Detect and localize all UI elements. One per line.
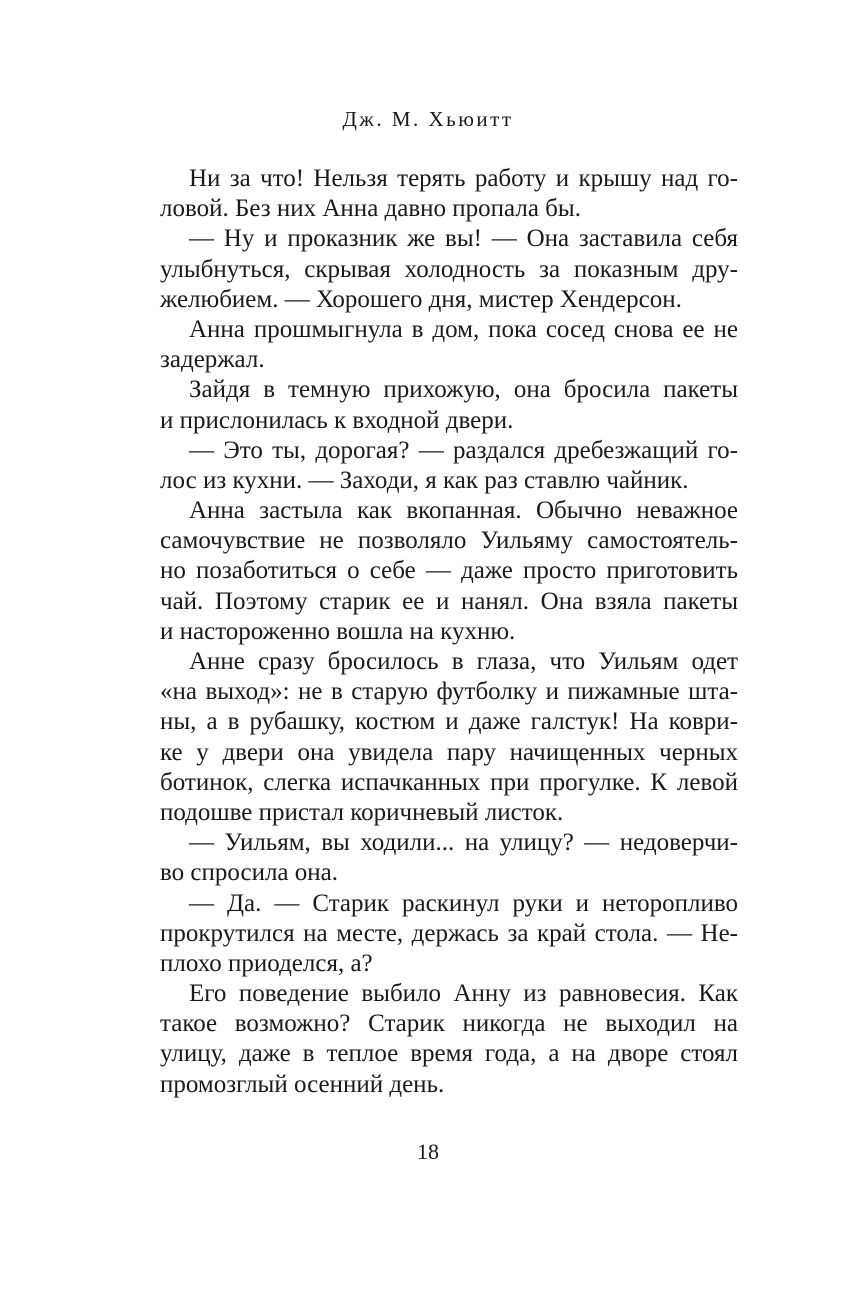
text-line: Анна прошмыгнула в дом, пока сосед снова ее не xyxy=(189,315,738,343)
text-line: Анне сразу бросилось в глаза, что Уильям одет xyxy=(189,648,738,675)
text-line: — Это ты, дорогая? — раздался дребезжащий го- xyxy=(189,436,738,464)
text-line: промозглый осенний день. xyxy=(160,1070,445,1098)
text-line: лос из кухни. — Заходи, я как раз ставлю чайник. xyxy=(160,466,689,494)
text-line: ботинок, слегка испачканных при прогулке. К левой xyxy=(160,768,738,796)
text-line: — Уильям, вы ходили... на улицу? — недоверчи- xyxy=(189,829,738,857)
text-line: Анна застыла как вкопанная. Обычно неважное xyxy=(189,497,738,525)
page-number: 18 xyxy=(417,1139,439,1164)
text-line: такое возможно? Старик никогда не выходил на xyxy=(160,1010,738,1038)
text-line: «на выход»: не в старую футболку и пижамные шта- xyxy=(160,678,738,706)
text-line: Его поведение выбило Анну из равновесия. Как xyxy=(189,980,738,1008)
text-line: прокрутился на месте, держась за край стола. — Не- xyxy=(160,919,738,947)
text-line: ловой. Без них Анна давно пропала бы. xyxy=(160,195,581,223)
text-line: во спросила она. xyxy=(160,859,339,887)
text-line: самочувствие не позволяло Уильяму самостоятель- xyxy=(160,527,738,555)
text-line: и прислонилась к входной двери. xyxy=(160,406,514,434)
text-line: улыбнуться, скрывая холодность за показным дру- xyxy=(160,255,738,283)
text-line: и настороженно вошла на кухню. xyxy=(160,617,516,645)
text-line: ны, а в рубашку, костюм и даже галстук! На коври- xyxy=(160,708,738,736)
text-line: ке у двери она увидела пару начищенных черных xyxy=(160,738,738,766)
text-line: — Да. — Старик раскинул руки и неторопливо xyxy=(189,889,738,917)
running-head-author: Дж. М. Хьюитт xyxy=(342,107,514,131)
text-line: желюбием. — Хорошего дня, мистер Хендерсон. xyxy=(160,285,682,313)
text-line: но позаботиться о себе — даже просто приготовить xyxy=(160,557,738,585)
text-line: плохо приоделся, а? xyxy=(160,949,373,977)
text-line: чай. Поэтому старик ее и нанял. Она взяла пакеты xyxy=(160,587,738,615)
text-line: задержал. xyxy=(160,346,265,374)
text-line: — Ну и проказник же вы! — Она заставила себя xyxy=(189,225,738,253)
text-line: улицу, даже в теплое время года, а на дворе стоял xyxy=(160,1040,738,1068)
text-line: Зайдя в темную прихожую, она бросила пакеты xyxy=(189,376,738,404)
text-line: подошве пристал коричневый листок. xyxy=(160,798,564,826)
body-text xyxy=(160,164,738,1100)
text-line: Ни за что! Нельзя терять работу и крышу над го- xyxy=(189,165,738,192)
